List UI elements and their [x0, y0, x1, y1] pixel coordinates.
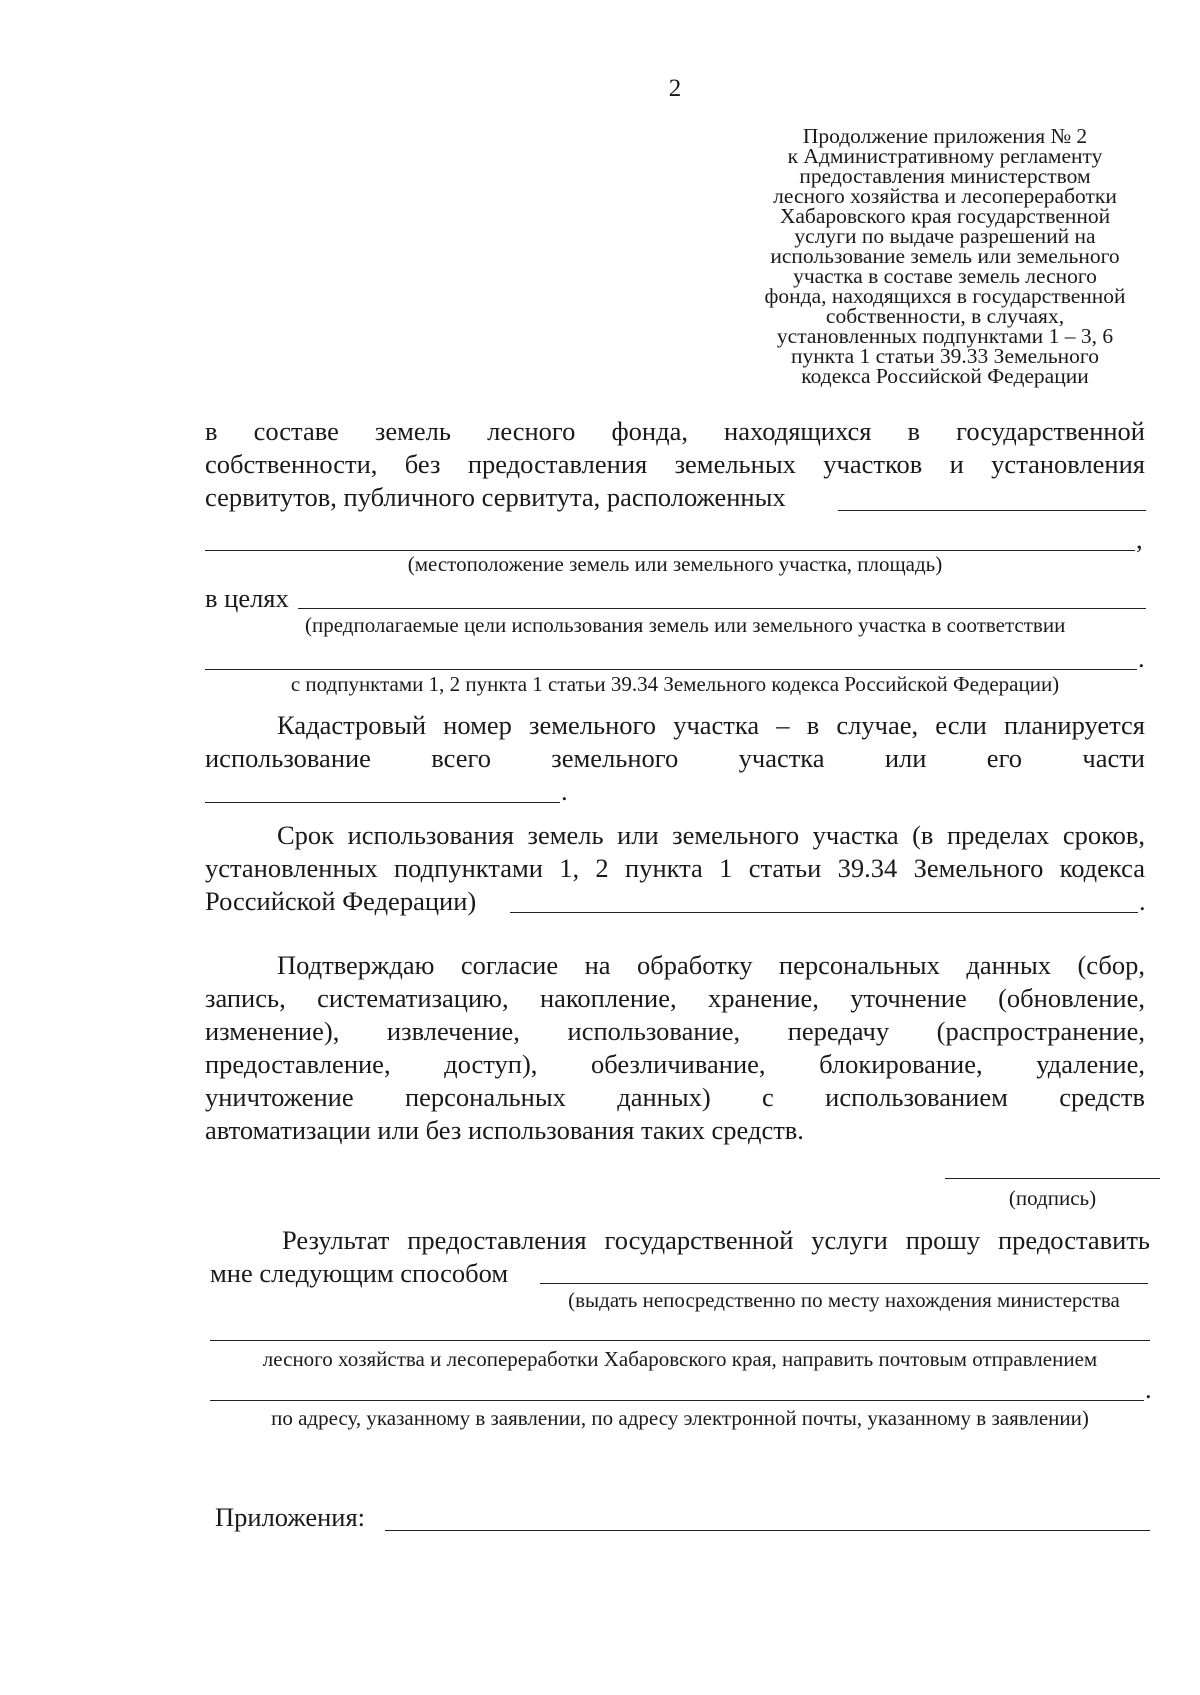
signature-caption: (подпись) — [1008, 1186, 1097, 1210]
cadastral-field-line[interactable] — [205, 802, 560, 803]
header-line: собственности, в случаях, — [825, 304, 1065, 328]
result-caption-continued: лесного хозяйства и лесопереработки Хабаровского края, направить почтовым отправлением — [262, 1347, 1098, 1371]
consent-text: автоматизации или без использования таких средств. — [205, 1115, 804, 1145]
result-field-line-3[interactable] — [210, 1400, 1144, 1401]
cadastral-text: Кадастровый номер земельного участка – в случае, если планируется — [277, 710, 1145, 740]
location-field-line[interactable] — [838, 510, 1146, 511]
term-text: Российской Федерации) — [205, 886, 477, 916]
punctuation: , — [1136, 524, 1143, 554]
header-line: предоставления министерством — [799, 164, 1091, 188]
attachments-label: Приложения: — [215, 1502, 366, 1532]
paragraph-line: в составе земель лесного фонда, находящихся в государственной — [205, 416, 1145, 446]
result-field-line[interactable] — [540, 1283, 1148, 1284]
term-text: установленных подпунктами 1, 2 пункта 1 статьи 39.34 Земельного кодекса — [205, 853, 1145, 883]
purpose-label: в целях — [205, 583, 289, 613]
consent-text: изменение), извлечение, использование, передачу (распространение, — [205, 1016, 1145, 1046]
signature-field-line[interactable] — [945, 1178, 1160, 1179]
header-line: участка в составе земель лесного — [793, 264, 1097, 288]
page-number: 2 — [668, 75, 682, 102]
header-line: услуги по выдаче разрешений на — [794, 224, 1096, 248]
header-line: кодекса Российской Федерации — [801, 364, 1089, 388]
header-line: лесного хозяйства и лесопереработки — [773, 184, 1117, 208]
result-text: мне следующим способом — [210, 1258, 509, 1288]
term-field-line[interactable] — [510, 912, 1138, 913]
consent-text: предоставление, доступ), обезличивание, блокирование, удаление, — [205, 1049, 1145, 1079]
header-line: к Административному регламенту — [787, 144, 1103, 168]
header-line: фонда, находящихся в государственной — [764, 284, 1126, 308]
result-field-line-2[interactable] — [210, 1340, 1150, 1341]
header-line: пункта 1 статьи 39.33 Земельного — [791, 344, 1099, 368]
cadastral-text: использование всего земельного участка или его части — [205, 743, 1145, 773]
header-line: использование земель или земельного — [770, 244, 1120, 268]
location-field-line-2[interactable] — [205, 550, 1135, 551]
result-caption-end: по адресу, указанному в заявлении, по адресу электронной почты, указанному в заявлении) — [271, 1406, 1089, 1430]
purpose-field-line-2[interactable] — [205, 669, 1137, 670]
paragraph-line: сервитутов, публичного сервитута, расположенных — [205, 482, 786, 512]
purpose-caption-continued: с подпунктами 1, 2 пункта 1 статьи 39.34 Земельного кодекса Российской Федерации) — [290, 672, 1060, 696]
term-text: Срок использования земель или земельного участка (в пределах сроков, — [277, 820, 1145, 850]
header-line: Хабаровского края государственной — [779, 204, 1111, 228]
consent-text: уничтожение персональных данных) с использованием средств — [205, 1082, 1145, 1112]
attachments-field-line[interactable] — [385, 1530, 1150, 1531]
punctuation: . — [1145, 1374, 1152, 1404]
punctuation: . — [1138, 643, 1145, 673]
header-line: Продолжение приложения № 2 — [802, 124, 1088, 148]
result-text: Результат предоставления государственной услуги прошу предоставить — [282, 1225, 1150, 1255]
location-caption: (местоположение земель или земельного участка, площадь) — [407, 552, 943, 576]
paragraph-line: собственности, без предоставления земельных участков и установления — [205, 449, 1145, 479]
consent-text: Подтверждаю согласие на обработку персональных данных (сбор, — [277, 950, 1145, 980]
punctuation: . — [1139, 886, 1146, 916]
result-caption: (выдать непосредственно по месту нахождения министерства — [568, 1288, 1120, 1312]
appendix-header — [735, 126, 1155, 386]
consent-text: запись, систематизацию, накопление, хранение, уточнение (обновление, — [205, 983, 1145, 1013]
purpose-field-line[interactable] — [298, 608, 1146, 609]
punctuation: . — [561, 776, 568, 806]
purpose-caption: (предполагаемые цели использования земель или земельного участка в соответствии — [305, 613, 1066, 637]
header-line: установленных подпунктами 1 – 3, 6 — [776, 324, 1114, 348]
